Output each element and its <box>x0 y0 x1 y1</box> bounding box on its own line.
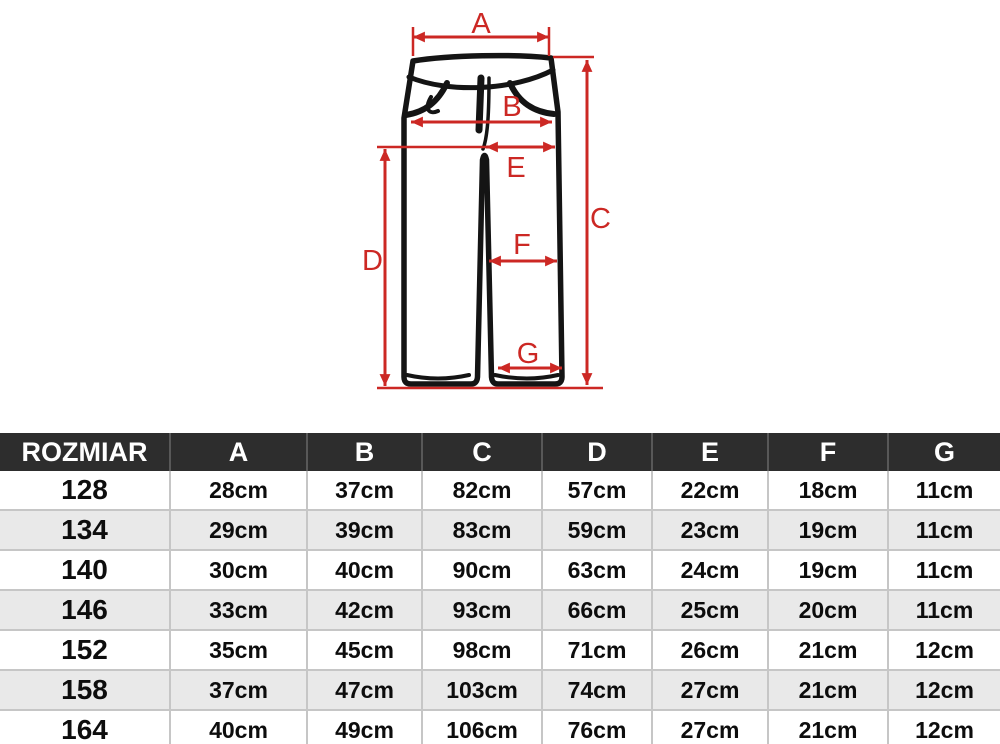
measurement-value: 28cm <box>170 471 307 510</box>
measurement-value: 12cm <box>888 630 1000 670</box>
measurement-value: 106cm <box>422 710 542 744</box>
col-header-rozmiar: ROZMIAR <box>0 433 170 471</box>
measurement-value: 30cm <box>170 550 307 590</box>
size-value: 134 <box>0 510 170 550</box>
pants-drawing <box>404 56 562 384</box>
measurement-value: 19cm <box>768 510 888 550</box>
measurement-value: 63cm <box>542 550 652 590</box>
size-value: 146 <box>0 590 170 630</box>
measurement-value: 12cm <box>888 670 1000 710</box>
measure-g-label: G <box>516 338 540 370</box>
measure-d-label: D <box>362 245 383 277</box>
measurement-value: 74cm <box>542 670 652 710</box>
table-row <box>0 710 1000 744</box>
measurement-value: 37cm <box>307 471 422 510</box>
measurement-value: 71cm <box>542 630 652 670</box>
measurement-value: 27cm <box>652 710 768 744</box>
table-row <box>0 590 1000 630</box>
measurement-value: 35cm <box>170 630 307 670</box>
table-row <box>0 670 1000 710</box>
measurement-value: 66cm <box>542 590 652 630</box>
measurement-value: 82cm <box>422 471 542 510</box>
size-value: 164 <box>0 710 170 744</box>
measurement-value: 57cm <box>542 471 652 510</box>
measurement-value: 25cm <box>652 590 768 630</box>
col-header-d: D <box>542 433 652 471</box>
col-header-f: F <box>768 433 888 471</box>
measurement-value: 21cm <box>768 670 888 710</box>
measurement-value: 22cm <box>652 471 768 510</box>
measurement-value: 37cm <box>170 670 307 710</box>
measurement-value: 11cm <box>915 477 974 503</box>
measure-f-label: F <box>513 229 531 261</box>
measurement-value: 83cm <box>422 510 542 550</box>
size-value: 158 <box>0 670 170 710</box>
measure-c-label: C <box>590 203 611 235</box>
measure-e-label: E <box>506 152 526 184</box>
measurement-value: 40cm <box>307 550 422 590</box>
measurement-value: 49cm <box>307 710 422 744</box>
size-value: 152 <box>0 630 170 670</box>
size-value: 128 <box>0 471 170 510</box>
measurement-value: 21cm <box>768 630 888 670</box>
measurement-value: 90cm <box>422 550 542 590</box>
measure-a <box>413 8 549 56</box>
measure-b-label: B <box>502 91 522 123</box>
measurement-value: 98cm <box>422 630 542 670</box>
size-table-header <box>0 433 1000 471</box>
table-row <box>0 550 1000 590</box>
measurement-value: 21cm <box>768 710 888 744</box>
measurement-value: 103cm <box>422 670 542 710</box>
measure-d <box>362 149 385 386</box>
col-header-c: C <box>422 433 542 471</box>
measurement-value: 47cm <box>307 670 422 710</box>
measurement-value: 27cm <box>652 670 768 710</box>
measurement-value: 12cm <box>888 710 1000 744</box>
measurement-value: 24cm <box>652 550 768 590</box>
measurement-value: 29cm <box>170 510 307 550</box>
table-row <box>0 471 1000 510</box>
measurement-value: 20cm <box>768 590 888 630</box>
measurement-value: 11cm <box>888 550 1000 590</box>
measurement-value: 40cm <box>170 710 307 744</box>
measurement-value: 19cm <box>768 550 888 590</box>
size-table <box>0 433 1000 744</box>
measurement-value: 76cm <box>542 710 652 744</box>
measurement-value: 93cm <box>422 590 542 630</box>
measurement-value: 11cm <box>888 590 1000 630</box>
col-header-e: E <box>652 433 768 471</box>
measurement-value: 59cm <box>542 510 652 550</box>
measurement-value: 23cm <box>652 510 768 550</box>
measurement-value: 11cm <box>888 510 1000 550</box>
col-header-b: B <box>307 433 422 471</box>
table-row <box>0 510 1000 550</box>
measurement-value: 33cm <box>170 590 307 630</box>
size-table-body <box>0 471 1000 744</box>
measure-a-label: A <box>471 8 491 40</box>
table-row <box>0 630 1000 670</box>
col-header-a: A <box>170 433 307 471</box>
measurement-value: 45cm <box>307 630 422 670</box>
measurement-value: 39cm <box>307 510 422 550</box>
measurement-value: 42cm <box>307 590 422 630</box>
measurement-value: 26cm <box>652 630 768 670</box>
size-value: 140 <box>0 550 170 590</box>
header-row <box>0 433 1000 471</box>
measurement-value: 18cm <box>768 471 888 510</box>
col-header-g: G <box>888 433 1000 471</box>
